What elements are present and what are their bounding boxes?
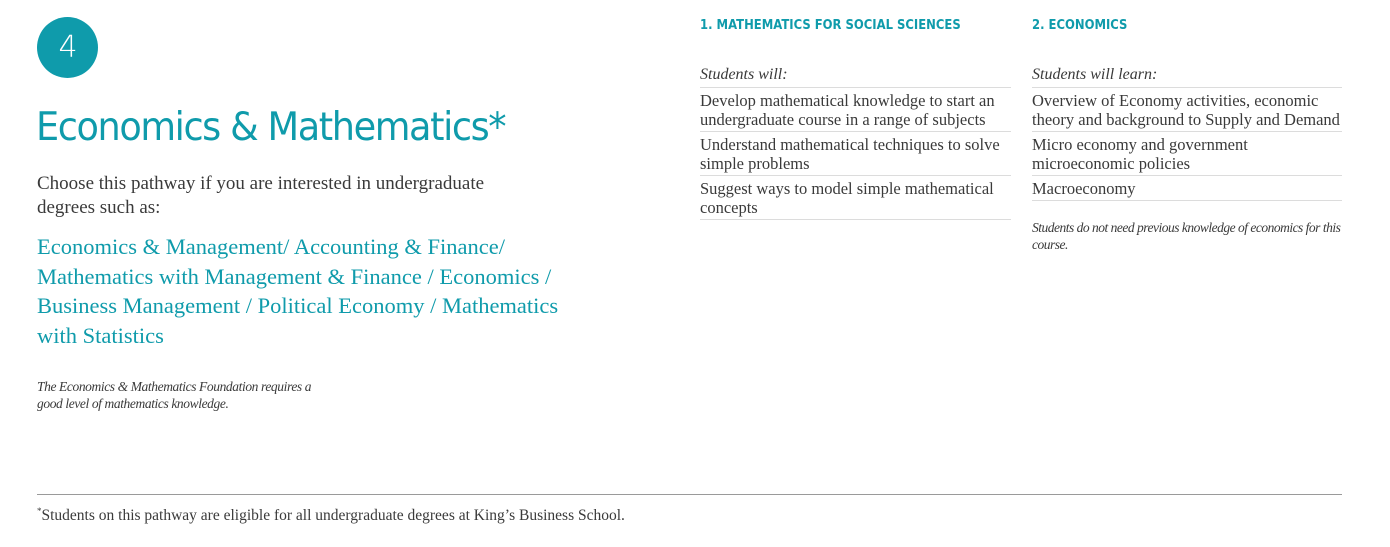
- course-economics: [1032, 17, 1342, 253]
- list-item: Understand mathematical techniques to solve simple problems: [700, 132, 1011, 176]
- intro-text: Choose this pathway if you are interested in undergraduate degrees such as:: [37, 173, 485, 218]
- foundation-note: The Economics & Mathematics Foundation requires a good level of mathematics knowledge.: [37, 379, 312, 411]
- pathway-number: 4: [58, 30, 77, 65]
- course-outcomes-list: [700, 88, 1011, 220]
- footnote: [37, 506, 625, 525]
- course-heading: 1. MATHEMATICS FOR SOCIAL SCIENCES: [700, 17, 961, 33]
- pathway-number-badge: [37, 17, 98, 78]
- course-subheading: Students will learn:: [1032, 65, 1342, 88]
- course-subheading: Students will:: [700, 65, 1011, 88]
- list-item: Suggest ways to model simple mathematical concepts: [700, 176, 1011, 220]
- course-note: Students do not need previous knowledge of economics for this course.: [1032, 220, 1341, 252]
- list-item: Overview of Economy activities, economic theory and background to Supply and Demand: [1032, 88, 1342, 132]
- course-mathematics: [700, 17, 1011, 220]
- footnote-text: Students on this pathway are eligible for all undergraduate degrees at King’s Business School.: [41, 507, 625, 524]
- list-item: Macroeconomy: [1032, 176, 1342, 201]
- degree-list: Economics & Management/ Accounting & Finance/ Mathematics with Management & Finance / Economics / Business Management / Political Economy / Mathematics with Statistics: [37, 234, 559, 348]
- list-item: Micro economy and government microeconomic policies: [1032, 132, 1342, 176]
- footnote-marker: *: [37, 506, 42, 516]
- page-title: Economics & Mathematics*: [36, 105, 506, 150]
- course-topics-list: [1032, 88, 1342, 201]
- footnote-divider: [37, 494, 1342, 495]
- list-item: Develop mathematical knowledge to start an undergraduate course in a range of subjects: [700, 88, 1011, 132]
- course-heading: 2. ECONOMICS: [1032, 17, 1128, 33]
